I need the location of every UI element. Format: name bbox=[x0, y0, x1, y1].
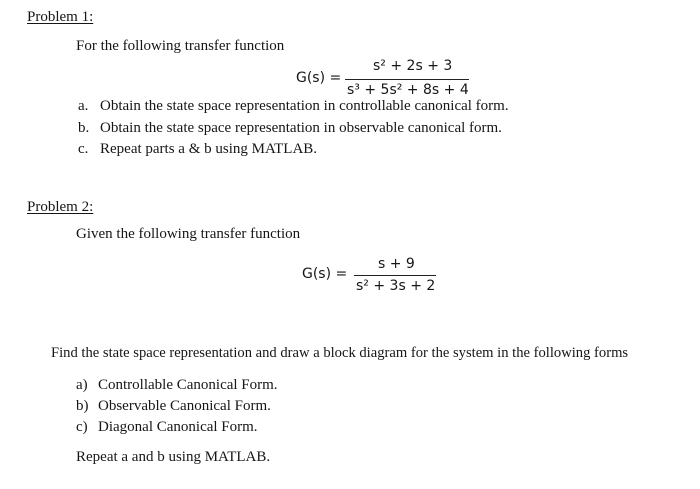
problem2-equation-denominator: s² + 3s + 2 bbox=[356, 278, 436, 294]
problem2-item-b-label: b) bbox=[76, 398, 89, 414]
problem1-item-a-text: Obtain the state space representation in controllable canonical form. bbox=[100, 98, 509, 114]
problem1-item-c-label: c. bbox=[78, 141, 89, 157]
problem1-fraction-bar bbox=[345, 79, 469, 80]
problem1-heading: Problem 1: bbox=[27, 9, 94, 25]
problem1-equation-numerator: s² + 2s + 3 bbox=[373, 58, 453, 74]
problem1-item-a bbox=[78, 98, 509, 115]
problem1-item-b bbox=[78, 120, 502, 137]
problem2-item-a bbox=[76, 377, 278, 394]
problem1-item-b-label: b. bbox=[78, 120, 90, 136]
problem2-intro: Given the following transfer function bbox=[76, 226, 301, 242]
problem2-instruction: Find the state space representation and draw a block diagram for the system in the following forms bbox=[51, 345, 629, 361]
problem2-fraction-bar bbox=[354, 275, 436, 276]
problem2-equation-lhs: G(s) = bbox=[302, 266, 348, 282]
problem1-item-b-text: Obtain the state space representation in observable canonical form. bbox=[100, 120, 502, 136]
problem2-item-a-text: Controllable Canonical Form. bbox=[98, 377, 278, 393]
problem2-item-c-text: Diagonal Canonical Form. bbox=[98, 419, 258, 435]
problem2-item-c bbox=[76, 419, 258, 436]
problem2-equation-numerator: s + 9 bbox=[378, 256, 415, 272]
problem2-item-c-label: c) bbox=[76, 419, 88, 435]
problem1-equation-lhs: G(s) = bbox=[296, 70, 342, 86]
problem2-item-b bbox=[76, 398, 271, 415]
problem1-equation-denominator: s³ + 5s² + 8s + 4 bbox=[347, 82, 469, 98]
problem2-item-b-text: Observable Canonical Form. bbox=[98, 398, 271, 414]
problem2-item-a-label: a) bbox=[76, 377, 88, 393]
problem1-item-c bbox=[78, 141, 317, 158]
problem1-item-a-label: a. bbox=[78, 98, 89, 114]
problem1-item-c-text: Repeat parts a & b using MATLAB. bbox=[100, 141, 318, 157]
problem1-intro: For the following transfer function bbox=[76, 38, 285, 54]
problem2-heading: Problem 2: bbox=[27, 199, 94, 215]
problem2-footer: Repeat a and b using MATLAB. bbox=[76, 449, 271, 465]
